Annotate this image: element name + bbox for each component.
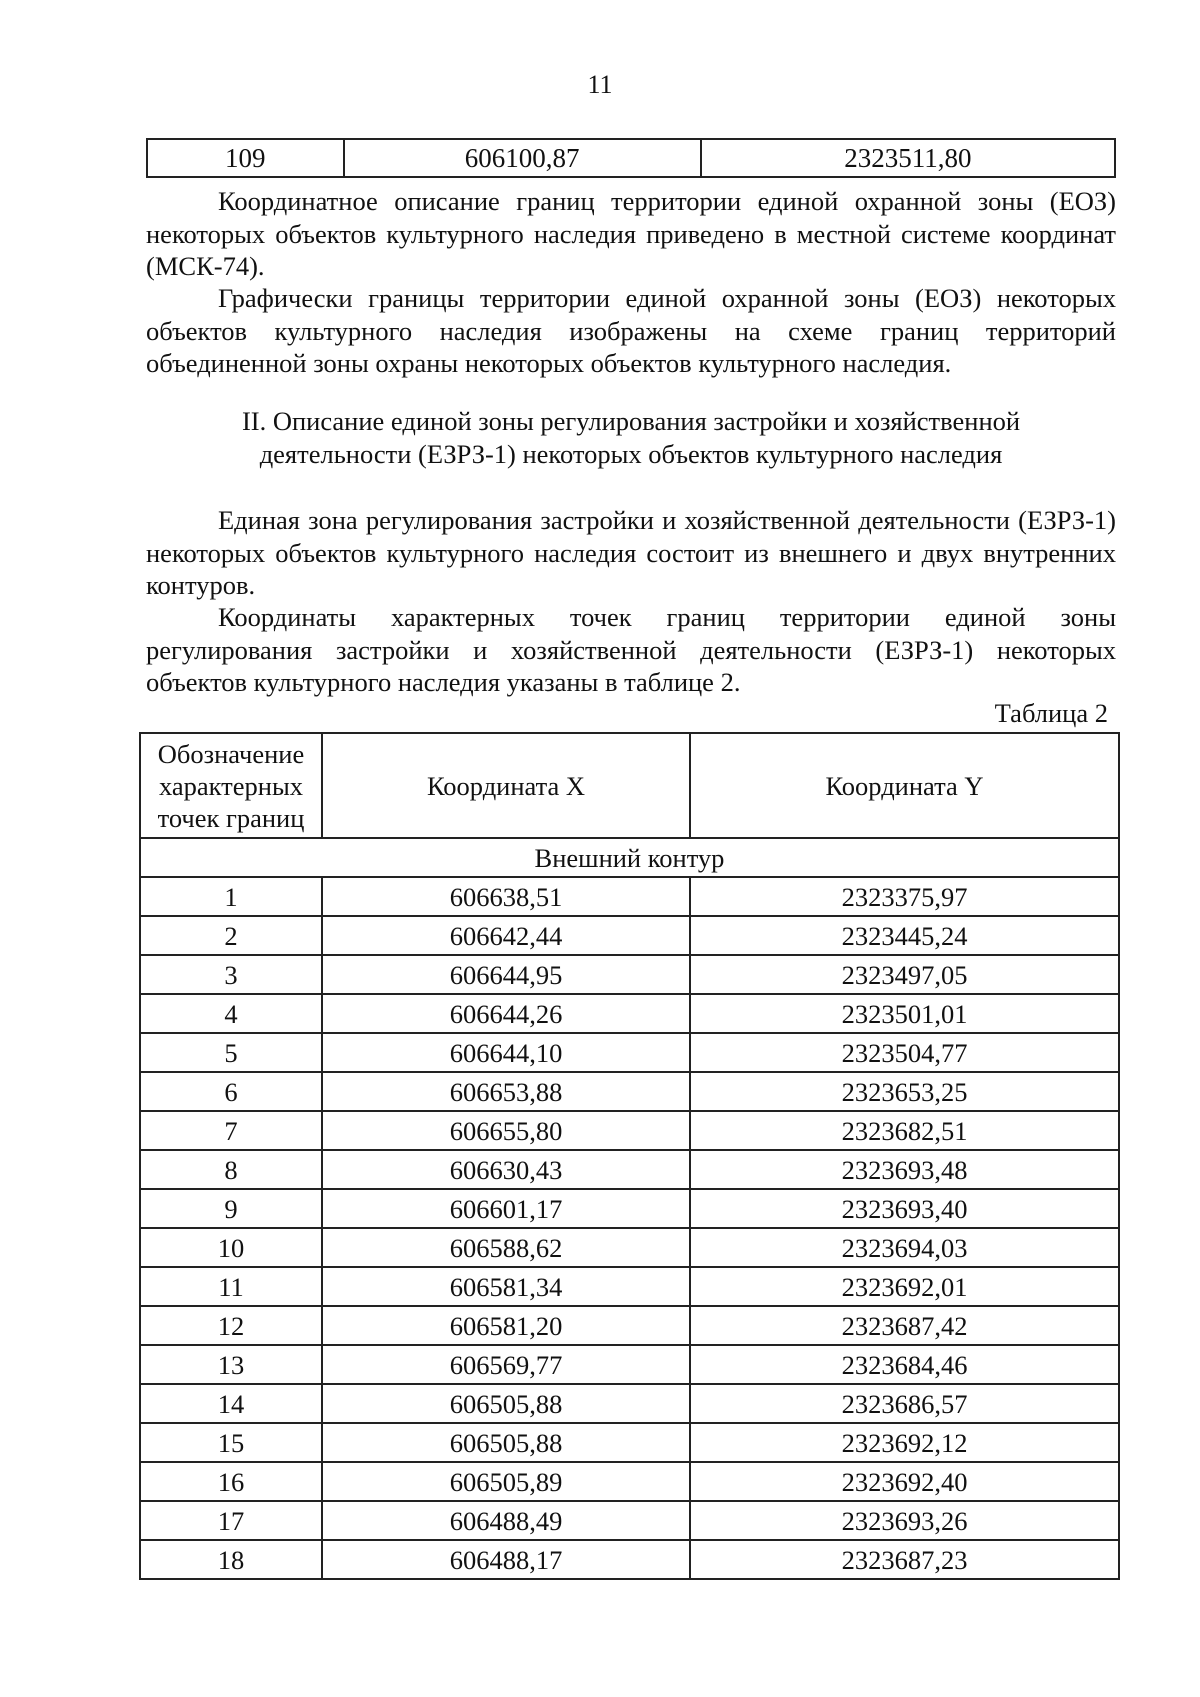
x-coordinate-cell: 606505,88 xyxy=(322,1384,690,1423)
continuation-table xyxy=(146,138,1116,178)
y-coordinate-cell: 2323693,48 xyxy=(690,1150,1119,1189)
point-cell: 7 xyxy=(140,1111,322,1150)
table-row xyxy=(140,955,1119,994)
table-row xyxy=(140,1189,1119,1228)
table-row xyxy=(140,1150,1119,1189)
x-coordinate-cell: 606601,17 xyxy=(322,1189,690,1228)
table-caption: Таблица 2 xyxy=(994,698,1108,728)
table-row xyxy=(140,916,1119,955)
table-row xyxy=(140,1033,1119,1072)
point-cell: 11 xyxy=(140,1267,322,1306)
paragraph-coordinate-description: Координатное описание границ территории единой охранной зоны (ЕОЗ) некоторых объектов культурного наследия приведено в местной системе координат (МСК-74). xyxy=(146,186,1116,281)
table-row xyxy=(140,1540,1119,1579)
y-coordinate-cell: 2323692,01 xyxy=(690,1267,1119,1306)
x-coordinate-cell: 606505,88 xyxy=(322,1423,690,1462)
table-row xyxy=(140,1345,1119,1384)
y-coordinate-cell: 2323693,40 xyxy=(690,1189,1119,1228)
paragraph-zone-composition: Единая зона регулирования застройки и хозяйственной деятельности (ЕЗРЗ-1) некоторых объектов культурного наследия состоит из внешнего и двух внутренних контуров. xyxy=(146,505,1116,600)
y-coordinate-cell: 2323693,26 xyxy=(690,1501,1119,1540)
y-coordinate-cell: 2323692,40 xyxy=(690,1462,1119,1501)
point-cell: 12 xyxy=(140,1306,322,1345)
y-coordinate-cell: 2323375,97 xyxy=(690,877,1119,916)
x-coordinate-cell: 606655,80 xyxy=(322,1111,690,1150)
table-row xyxy=(140,1306,1119,1345)
section-row xyxy=(140,838,1119,877)
point-cell: 15 xyxy=(140,1423,322,1462)
point-cell: 13 xyxy=(140,1345,322,1384)
coordinates-table xyxy=(139,732,1120,1580)
y-cell: 2323511,80 xyxy=(701,139,1115,177)
table-row xyxy=(140,1267,1119,1306)
table-row xyxy=(140,1501,1119,1540)
table-row xyxy=(140,1423,1119,1462)
x-coordinate-cell: 606569,77 xyxy=(322,1345,690,1384)
section-heading-line-2: деятельности (ЕЗРЗ-1) некоторых объектов культурного наследия xyxy=(259,439,1003,469)
y-coordinate-cell: 2323682,51 xyxy=(690,1111,1119,1150)
table-row xyxy=(140,1462,1119,1501)
point-cell: 5 xyxy=(140,1033,322,1072)
point-cell: 2 xyxy=(140,916,322,955)
y-coordinate-cell: 2323653,25 xyxy=(690,1072,1119,1111)
y-coordinate-cell: 2323501,01 xyxy=(690,994,1119,1033)
point-cell: 14 xyxy=(140,1384,322,1423)
point-cell: 8 xyxy=(140,1150,322,1189)
column-header-point: Обозначение характерных точек границ xyxy=(140,733,322,838)
y-coordinate-cell: 2323445,24 xyxy=(690,916,1119,955)
point-cell: 3 xyxy=(140,955,322,994)
page-number: 11 xyxy=(587,70,613,99)
paragraph-table-reference: Координаты характерных точек границ территории единой зоны регулирования застройки и хозяйственной деятельности (ЕЗРЗ-1) некоторых объектов культурного наследия указаны в таблице 2. xyxy=(146,602,1116,697)
table-row xyxy=(140,994,1119,1033)
table-row xyxy=(140,1111,1119,1150)
x-coordinate-cell: 606488,49 xyxy=(322,1501,690,1540)
y-coordinate-cell: 2323684,46 xyxy=(690,1345,1119,1384)
point-cell: 18 xyxy=(140,1540,322,1579)
y-coordinate-cell: 2323694,03 xyxy=(690,1228,1119,1267)
x-coordinate-cell: 606638,51 xyxy=(322,877,690,916)
section-label: Внешний контур xyxy=(140,838,1119,877)
point-cell: 17 xyxy=(140,1501,322,1540)
x-coordinate-cell: 606588,62 xyxy=(322,1228,690,1267)
table-row xyxy=(140,1384,1119,1423)
table-row xyxy=(140,1072,1119,1111)
section-heading xyxy=(146,405,1116,471)
y-coordinate-cell: 2323497,05 xyxy=(690,955,1119,994)
x-coordinate-cell: 606644,26 xyxy=(322,994,690,1033)
point-cell: 6 xyxy=(140,1072,322,1111)
column-header-y: Координата Y xyxy=(690,733,1119,838)
column-header-x: Координата X xyxy=(322,733,690,838)
x-cell: 606100,87 xyxy=(344,139,701,177)
x-coordinate-cell: 606644,10 xyxy=(322,1033,690,1072)
point-cell: 109 xyxy=(147,139,344,177)
paragraph-graphic-description: Графически границы территории единой охранной зоны (ЕОЗ) некоторых объектов культурного наследия изображены на схеме границ территорий объединенной зоны охраны некоторых объектов культурного наследия. xyxy=(146,283,1116,378)
x-coordinate-cell: 606581,20 xyxy=(322,1306,690,1345)
point-cell: 4 xyxy=(140,994,322,1033)
x-coordinate-cell: 606653,88 xyxy=(322,1072,690,1111)
y-coordinate-cell: 2323504,77 xyxy=(690,1033,1119,1072)
y-coordinate-cell: 2323686,57 xyxy=(690,1384,1119,1423)
x-coordinate-cell: 606642,44 xyxy=(322,916,690,955)
table-row xyxy=(147,139,1115,177)
table-header-row xyxy=(140,733,1119,838)
point-cell: 10 xyxy=(140,1228,322,1267)
point-cell: 16 xyxy=(140,1462,322,1501)
y-coordinate-cell: 2323687,23 xyxy=(690,1540,1119,1579)
x-coordinate-cell: 606488,17 xyxy=(322,1540,690,1579)
x-coordinate-cell: 606630,43 xyxy=(322,1150,690,1189)
table-row xyxy=(140,877,1119,916)
x-coordinate-cell: 606505,89 xyxy=(322,1462,690,1501)
y-coordinate-cell: 2323687,42 xyxy=(690,1306,1119,1345)
x-coordinate-cell: 606581,34 xyxy=(322,1267,690,1306)
point-cell: 1 xyxy=(140,877,322,916)
point-cell: 9 xyxy=(140,1189,322,1228)
table-row xyxy=(140,1228,1119,1267)
x-coordinate-cell: 606644,95 xyxy=(322,955,690,994)
section-heading-line-1: II. Описание единой зоны регулирования застройки и хозяйственной xyxy=(241,406,1021,436)
y-coordinate-cell: 2323692,12 xyxy=(690,1423,1119,1462)
